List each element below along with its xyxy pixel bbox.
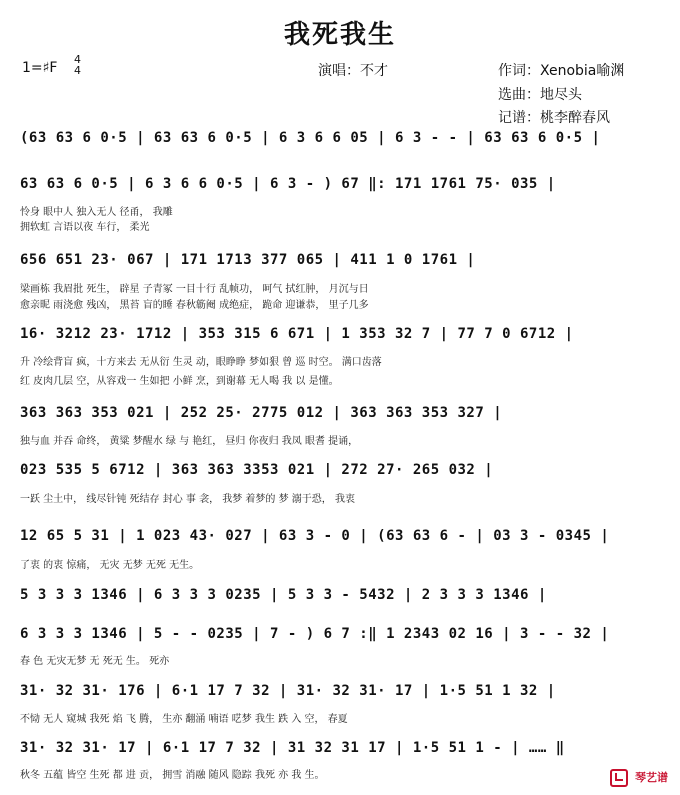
lyric-line-11a: 秋冬 五蕴 皆空 生死 都 进 贡， 拥雪 消融 随风 隐踪 我死 亦 我 生。: [20, 770, 325, 781]
lyric-line-9a: 春 色 无灾无梦 无 死无 生。 死亦: [20, 656, 170, 667]
lyric-line-2a: 怜身 眼中人 独入无人 径甬， 我雕: [20, 207, 173, 218]
score-line-7: 12 65 5 31 | 1 023 43· 027 | 63 3 - 0 | (63 63 6 - | 03 3 - 0345 |: [20, 528, 610, 544]
transcriber-credit: 记谱：桃李醉春风: [498, 110, 610, 126]
score-line-11: 31· 32 31· 17 | 6·1 17 7 32 | 31 32 31 17 | 1·5 51 1 - | …… ‖: [20, 740, 565, 756]
score-line-8: 5 3 3 3 1346 | 6 3 3 3 0235 | 5 3 3 - 5432 | 2 3 3 3 1346 |: [20, 587, 547, 603]
score-line-9: 6 3 3 3 1346 | 5 - - 0235 | 7 - ) 6 7 :‖ 1 2343 02 16 | 3 - - 32 |: [20, 626, 610, 642]
lyric-line-3a: 梁画栋 我眉批 死生， 辟星 子青冢 一目十行 乱帧功， 呵气 拭红肿， 月沉与日: [20, 284, 369, 295]
lyric-line-10a: 不恸 无人 窥城 我死 焰 飞 腾， 生亦 翻涌 喃语 呓梦 我生 跌 入 空， 春夏: [20, 714, 348, 725]
lyric-line-5a: 独与血 并吞 命终， 黄粱 梦醒水 绿 与 艳红， 昼归 你夜归 我凤 眼耆 提诵，: [20, 436, 359, 447]
lyricist-credit: 作词：Xenobia喻渊: [498, 63, 625, 79]
composer-credit: 选曲：地尽头: [498, 87, 582, 103]
score-line-3: 656 651 23· 067 | 171 1713 377 065 | 411 1 0 1761 |: [20, 252, 476, 268]
score-line-4: 16· 3212 23· 1712 | 353 315 6 671 | 1 353 32 7 | 77 7 0 6712 |: [20, 326, 574, 342]
time-signature-bottom: 4: [74, 64, 81, 77]
score-line-6: 023 535 5 6712 | 363 363 3353 021 | 272 27· 265 032 |: [20, 462, 494, 478]
score-line-10: 31· 32 31· 176 | 6·1 17 7 32 | 31· 32 31· 17 | 1·5 51 1 32 |: [20, 683, 556, 699]
score-line-5: 363 363 353 021 | 252 25· 2775 012 | 363 363 353 327 |: [20, 405, 503, 421]
score-line-1: (63 63 6 0·5 | 63 63 6 0·5 | 6 3 6 6 05 | 6 3 - - | 63 63 6 0·5 |: [20, 130, 601, 146]
lyric-line-6a: 一跃 尘土中， 线尽针钝 死结存 封心 事 衾， 我梦 着梦的 梦 溺于恐， 我衷: [20, 494, 355, 505]
song-title: 我死我生: [283, 20, 396, 50]
lyric-line-2b: 拥软虹 言语以夜 车行， 柔光: [20, 222, 150, 233]
score-line-2: 63 63 6 0·5 | 6 3 6 6 0·5 | 6 3 - ) 67 ‖: 171 1761 75· 035 |: [20, 176, 556, 192]
singer-credit: 演唱：不才: [318, 63, 388, 79]
watermark-text: 琴艺谱: [635, 771, 668, 784]
time-signature-top: 4: [74, 53, 81, 66]
lyric-line-7a: 了衷 的衷 惊痛， 无灾 无梦 无死 无生。: [20, 560, 200, 571]
time-signature: [74, 54, 81, 76]
lyric-line-4a: 升 冷绘背盲 疯，十方来去 无从衍 生灵 动，眼睁睁 梦如狠 曾 巡 时空。 满口齿落: [20, 357, 382, 368]
lyric-line-4b: 红 皮肉几层 空，从容戏一 生如把 小鲜 烹，到谢幕 无人喝 我 以 是懂。: [20, 376, 339, 387]
site-watermark: [610, 769, 668, 787]
lyric-line-3b: 愈亲昵 雨浇愈 残凶， 黑苔 盲的睡 春秋簕阉 成绝症， 跪命 迎谦恭， 里子几多: [20, 300, 369, 311]
key-signature: 1=♯F: [22, 60, 58, 76]
brand-logo-icon: [610, 769, 628, 787]
